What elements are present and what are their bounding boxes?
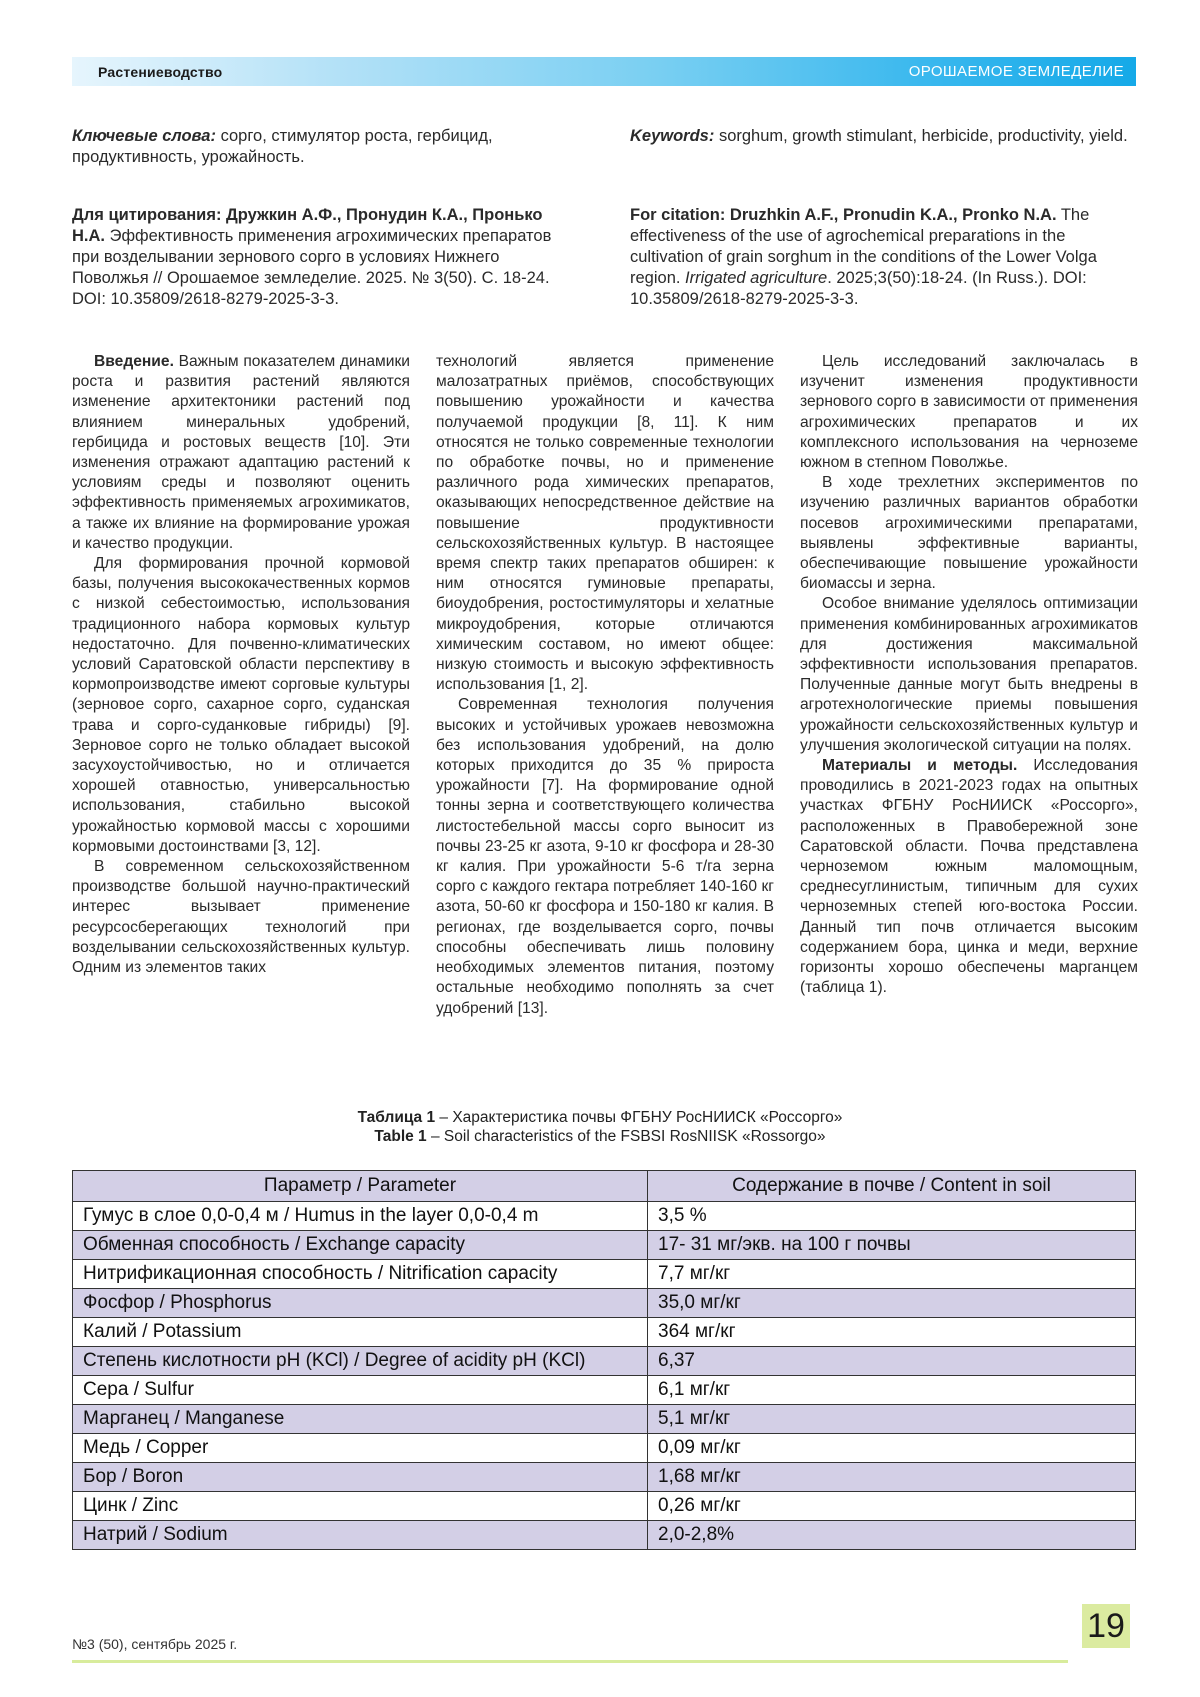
paragraph [72,352,410,554]
running-header [72,57,1136,86]
journal-title: ОРОШАЕМОЕ ЗЕМЛЕДЕЛИЕ [908,63,1124,80]
table-caption-ru [0,1108,1200,1127]
column-header-parameter: Параметр / Parameter [73,1171,648,1202]
paragraph [800,352,1138,473]
paragraph-text: Важным показателем динамики роста и развития растений являются изменение архитектоники растений под влиянием минеральных удобрений, гербицида и ростовых веществ [10]. Эти изменения отражают адаптацию растений к условиям среды и позволяют оценить эффективность применяемых агрохимикатов, а также их влияние на формирование урожая и качество продукции. [72,353,410,552]
paragraph-lead: Введение. [94,353,174,370]
body-column-3 [800,352,1138,1019]
paragraph-text: В ходе трехлетних экспериментов по изучению различных вариантов обработки посевов агрохимическими препаратами, выявлены эффективные варианты, обеспечивающие повышение урожайности биомассы и зерна. [800,474,1138,593]
parameter-cell: Калий / Potassium [73,1318,648,1347]
parameter-cell: Фосфор / Phosphorus [73,1289,648,1318]
citation-en [630,205,1138,310]
table-row [73,1405,1136,1434]
table-caption-en-text: – Soil characteristics of the FSBSI RosNIISK «Rossorgo» [426,1128,826,1145]
table-caption [0,1108,1200,1146]
citation-block [72,205,1138,310]
keywords-ru [72,126,580,168]
table-header-row [73,1171,1136,1202]
content-cell: 0,26 мг/кг [648,1492,1136,1521]
citation-en-journal: Irrigated agriculture [685,269,828,287]
soil-characteristics-table [72,1170,1136,1550]
citation-en-label: For citation: Druzhkin A.F., Pronudin K.A., Pronko N.A. [630,206,1057,224]
issue-info: №3 (50), сентябрь 2025 г. [72,1636,238,1652]
parameter-cell: Гумус в слое 0,0-0,4 м / Humus in the layer 0,0-0,4 m [73,1202,648,1231]
paragraph-text: Современная технология получения высоких и устойчивых урожаев невозможна без использования удобрений, на долю которых приходится до 35 % прироста урожайности [7]. На формирование одной тонны зерна и соответствующего количества листостебельной массы сорго выносит из почвы 23-25 кг азота, 9-10 кг фосфора и 28-30 кг калия. При урожайности 5-6 т/га зерна сорго с каждого гектара потребляет 140-160 кг азота, 50-60 кг фосфора и 150-180 кг калия. В регионах, где возделывается сорго, почвы способны обеспечивать лишь половину необходимых элементов питания, поэтому остальные необходимо пополнять за счет удобрений [13]. [436,696,774,1017]
content-cell: 1,68 мг/кг [648,1463,1136,1492]
keywords-en-text: sorghum, growth stimulant, herbicide, productivity, yield. [714,127,1128,145]
keywords-ru-text: сорго, стимулятор роста, гербицид, продуктивность, урожайность. [72,127,493,166]
paragraph-text: Цель исследований заключалась в изученит изменения продуктивности зернового сорго в зависимости от применения агрохимических препаратов и их комплексного использования на черноземе южном в степном Поволжье. [800,353,1138,472]
parameter-cell: Степень кислотности pH (KCl) / Degree of acidity pH (KCl) [73,1347,648,1376]
citation-ru [72,205,580,310]
article-body [72,352,1138,1019]
table-caption-ru-text: – Характеристика почвы ФГБНУ РосНИИСК «Россорго» [435,1109,843,1126]
citation-ru-text: Эффективность применения агрохимических препаратов при возделывании зернового сорго в условиях Нижнего Поволжья // Орошаемое земледелие. 2025. № 3(50). С. 18-24. DOI: 10.35809/2618-8279-2025-3-3. [72,227,552,308]
parameter-cell: Медь / Copper [73,1434,648,1463]
table-row [73,1463,1136,1492]
table-row [73,1521,1136,1550]
citation-ru-label: Для цитирования: Дружкин А.Ф., Пронудин К.А., Пронько Н.А. [72,206,543,245]
table-row [73,1434,1136,1463]
table-row [73,1492,1136,1521]
paragraph [436,695,774,1018]
content-cell: 35,0 мг/кг [648,1289,1136,1318]
body-column-1 [72,352,410,1019]
paragraph [72,554,410,857]
table-caption-en [0,1127,1200,1146]
paragraph-text: технологий является применение малозатратных приёмов, способствующих повышению урожайности и качества получаемой продукции [8, 11]. К ним относятся не только современные технологии по обработке почвы, но и применение различного рода химических препаратов, оказывающих непосредственное действие на повышение продуктивности сельскохозяйственных культур. В настоящее время спектр таких препаратов обширен: к ним относятся гуминовые препараты, биоудобрения, ростостимуляторы и хелатные микроудобрения, которые отличаются химическим составом, но имеют общее: низкую стоимость и высокую эффективность использования [1, 2]. [436,353,774,694]
section-title: Растениеводство [98,63,223,80]
content-cell: 2,0-2,8% [648,1521,1136,1550]
keywords-ru-label: Ключевые слова: [72,127,216,145]
content-cell: 6,1 мг/кг [648,1376,1136,1405]
paragraph-text: В современном сельскохозяйственном производстве большой научно-практический интерес вызывает применение ресурсосберегающих технологий при возделывании сельскохозяйственных культур. Одним из элементов таких [72,858,410,977]
paragraph [800,594,1138,756]
paragraph [800,473,1138,594]
citation-en-text-2: . 2025;3(50):18-24. (In Russ.). DOI: 10.35809/2618-8279-2025-3-3. [630,269,1087,308]
content-cell: 17- 31 мг/экв. на 100 г почвы [648,1231,1136,1260]
parameter-cell: Сера / Sulfur [73,1376,648,1405]
table-row [73,1347,1136,1376]
paragraph-text: Особое внимание уделялось оптимизации применения комбинированных агрохимикатов для достижения максимальной эффективности использования препаратов. Полученные данные могут быть внедрены в агротехнологические приемы повышения урожайности сельскохозяйственных культур и улучшения экологической ситуации на полях. [800,595,1138,754]
keywords-en [630,126,1138,168]
content-cell: 7,7 мг/кг [648,1260,1136,1289]
content-cell: 5,1 мг/кг [648,1405,1136,1434]
paragraph-text: Исследования проводились в 2021-2023 годах на опытных участках ФГБНУ РосНИИСК «Россорго», расположенных в Правобережной зоне Саратовской области. Почва представлена черноземом южным маломощным, среднесуглинистым, типичным для сухих черноземных степей юго-востока России. Данный тип почв отличается высоким содержанием бора, цинка и меди, верхние горизонты хорошо обеспечены марганцем (таблица 1). [800,757,1138,997]
paragraph [800,756,1138,998]
parameter-cell: Обменная способность / Exchange capacity [73,1231,648,1260]
parameter-cell: Цинк / Zinc [73,1492,648,1521]
table-row [73,1289,1136,1318]
content-cell: 364 мг/кг [648,1318,1136,1347]
table-row [73,1376,1136,1405]
body-column-2 [436,352,774,1019]
table-row [73,1202,1136,1231]
content-cell: 0,09 мг/кг [648,1434,1136,1463]
paragraph [72,857,410,978]
keywords-block [72,126,1138,168]
parameter-cell: Бор / Boron [73,1463,648,1492]
content-cell: 6,37 [648,1347,1136,1376]
table-caption-en-label: Table 1 [374,1128,427,1145]
table-body [73,1202,1136,1550]
paragraph-lead: Материалы и методы. [822,757,1018,775]
paragraph-text: Для формирования прочной кормовой базы, получения высококачественных кормов с низкой себестоимостью, использования традиционного набора кормовых культур недостаточно. Для почвенно-климатических условий Саратовской области перспективу в кормопроизводстве имеют сорговые культуры (зерновое сорго, сахарное сорго, суданская трава и сорго-суданковые гибриды) [9]. Зерновое сорго не только обладает высокой засухоустойчивостью, но и отличается хорошей отавностью, универсальностью использования, стабильно высокой урожайностью кормовой массы с хорошими кормовыми достоинствами [3, 12]. [72,555,410,855]
footer-divider [72,1660,1068,1663]
parameter-cell: Нитрификационная способность / Nitrification capacity [73,1260,648,1289]
table-row [73,1260,1136,1289]
paragraph [436,352,774,695]
content-cell: 3,5 % [648,1202,1136,1231]
table-caption-ru-label: Таблица 1 [357,1109,436,1126]
column-header-content: Содержание в почве / Content in soil [648,1171,1136,1202]
parameter-cell: Марганец / Manganese [73,1405,648,1434]
citation-en-text-1: The effectiveness of the use of agrochemical preparations in the cultivation of grain sorghum in the conditions of the Lower Volga region. [630,206,1097,287]
page-number: 19 [1082,1604,1130,1648]
parameter-cell: Натрий / Sodium [73,1521,648,1550]
table-row [73,1231,1136,1260]
keywords-en-label: Keywords: [630,127,715,145]
table-row [73,1318,1136,1347]
